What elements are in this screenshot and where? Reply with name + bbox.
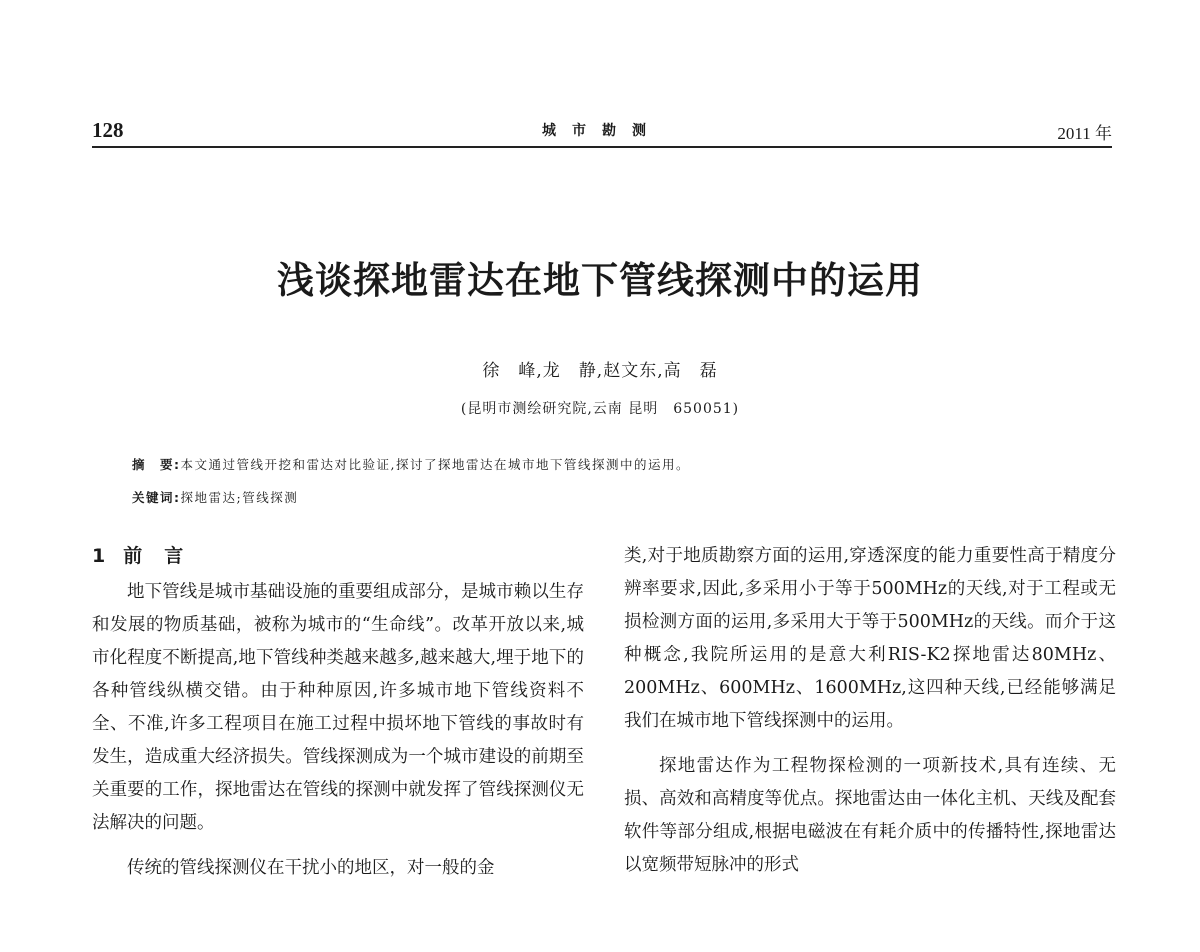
journal-name: 城市勘测 <box>542 123 662 139</box>
author-affiliation: (昆明市测绘研究院,云南 昆明 650051) <box>460 401 740 417</box>
issue-year: 2011 年 <box>1057 124 1112 143</box>
body-paragraph: 传统的管线探测仪在干扰小的地区，对一般的金 <box>127 858 495 878</box>
abstract-label: 摘 要: <box>132 457 181 472</box>
body-paragraph: 探地雷达作为工程物探检测的一项新技术,具有连续、无损、高效和高精度等优点。探地雷达由一体化主机、天线及配套软件等部分组成,根据电磁波在有耗介质中的传播特性,探地雷达以宽频带短脉冲的形式 <box>624 756 1116 875</box>
body-paragraph: 地下管线是城市基础设施的重要组成部分，是城市赖以生存和发展的物质基础，被称为城市的“生命线”。改革开放以来,城市化程度不断提高,地下管线种类越来越多,越来越大,埋于地下的各种管线纵横交错。由于种种原因,许多城市地下管线资料不全、不准,许多工程项目在施工过程中损坏地下管线的事故时有发生，造成重大经济损失。管线探测成为一个城市建设的前期至关重要的工作，探地雷达在管线的探测中就发挥了管线探测仪无法解决的问题。 <box>92 582 584 833</box>
section-title: 前言 <box>123 545 206 567</box>
right-column <box>624 540 1116 894</box>
left-column <box>92 540 584 885</box>
page-number: 128 <box>92 118 124 142</box>
keywords <box>132 488 298 506</box>
header-rule <box>92 146 1112 148</box>
keywords-text: 探地雷达;管线探测 <box>180 490 299 505</box>
article-authors: 徐 峰,龙 静,赵文东,高 磊 <box>482 361 718 381</box>
section-number: 1 <box>92 545 106 567</box>
keywords-label: 关键词: <box>132 490 181 505</box>
body-paragraph: 类,对于地质勘察方面的运用,穿透深度的能力重要性高于精度分辨率要求,因此,多采用小于等于500MHz的天线,对于工程或无损检测方面的运用,多采用大于等于500MHz的天线。而介于这种概念,我院所运用的是意大利RIS-K2探地雷达80MHz、200MHz、600MHz、1600MHz,这四种天线,已经能够满足我们在城市地下管线探测中的运用。 <box>624 546 1116 731</box>
running-header <box>92 118 1112 148</box>
section-heading <box>92 540 584 576</box>
abstract <box>132 455 690 473</box>
article-title: 浅谈探地雷达在地下管线探测中的运用 <box>277 259 923 302</box>
abstract-text: 本文通过管线开挖和雷达对比验证,探讨了探地雷达在城市地下管线探测中的运用。 <box>180 457 690 472</box>
